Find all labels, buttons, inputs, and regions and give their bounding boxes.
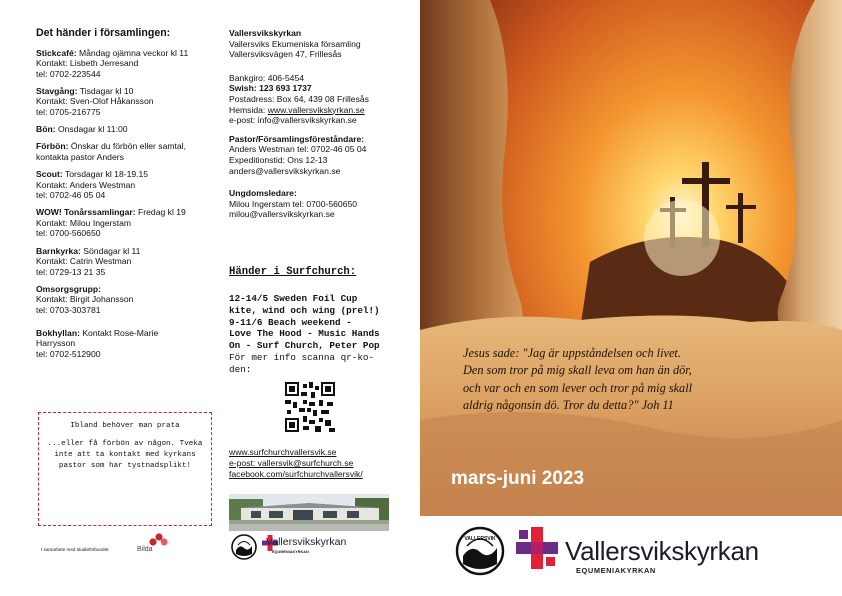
entry-stavgang: Stavgång: Tisdagar kl 10 Kontakt: Sven-Olof Håkansson tel: 0705-216775 xyxy=(36,85,154,118)
small-brand-name: Vallersvikskyrkan xyxy=(266,536,347,548)
entry-barnkyrka: Barnkyrka: Söndagar kl 11 Kontakt: Catrin Westman tel: 0729-13 21 35 xyxy=(36,245,141,277)
box-line-2: ...eller få förbön av någon. Tveka inte att ta kontakt med kyrkans pastor som har tystnadsplikt! xyxy=(47,440,203,470)
payment-info: Bankgiro: 406-5454 Swish: 123 693 1737 Postadress: Box 64, 439 08 Frillesås Hemsida: www.vallersvikskyrkan.se e-post: info@vallersvikskyrkan.se xyxy=(229,72,369,126)
pastoral-care-box xyxy=(38,412,212,526)
website-link[interactable]: www.vallersvikskyrkan.se xyxy=(267,104,365,115)
small-brand-sub: EQUMENIAKYRKAN xyxy=(272,550,309,554)
vallersvik-seal-small-icon xyxy=(231,534,257,560)
facebook-link[interactable]: facebook.com/surfchurchvallersvik/ xyxy=(229,469,363,479)
activities-column xyxy=(36,28,222,366)
church-info: Vallersvikskyrkan Vallersviks Ekumeniska församling Vallersviksvägen 47, Frillesås xyxy=(229,28,361,60)
seal-text: VALLERSVIK xyxy=(464,536,496,542)
activities-heading: Det händer i församlingen: xyxy=(36,27,171,39)
surf-links xyxy=(229,447,363,480)
bible-quote: Jesus sade: "Jag är uppståndelsen och livet. Den som tror på mig skall leva om han än dör, och var och en som lever och tror på mig skall aldrig någonsin dö. Tror du detta?" Joh 11 xyxy=(463,346,693,413)
entry-forbon: Förbön: Önskar du förbön eller samtal, kontakta pastor Anders xyxy=(36,141,186,162)
easter-cover-photo xyxy=(420,0,842,516)
qr-code-icon[interactable] xyxy=(285,382,335,432)
surf-heading: Händer i Surfchurch: xyxy=(229,266,357,278)
coop-text: I samarbete med studieförbundet xyxy=(41,547,109,552)
bilda-label: Bilda xyxy=(137,546,153,553)
equmenia-cross-icon xyxy=(516,527,558,569)
entry-scout: Scout: Torsdagar kl 18-19.15 Kontakt: Anders Westman tel: 0702-46 05 04 xyxy=(36,168,149,201)
church-building-photo xyxy=(229,494,389,531)
contact-column xyxy=(229,28,407,228)
brand-sub: EQUMENIAKYRKAN xyxy=(576,566,656,575)
vallersvik-seal-icon xyxy=(455,526,505,576)
youth-info: Ungdomsledare: Milou Ingerstam tel: 0700-560650 milou@vallersvikskyrkan.se xyxy=(229,188,358,220)
entry-stickcafe: Stickcafé: Måndag ojämna veckor kl 11 Kontakt: Lisbeth Jerresand tel: 0702-223544 xyxy=(36,47,189,79)
entry-bokhyllan: Bokhyllan: Kontakt Rose-Marie Harrysson tel: 0702-512900 xyxy=(36,327,159,359)
brand-name: Vallersvikskyrkan xyxy=(565,536,759,566)
surfchurch-email-link[interactable]: e-post: vallersvik@surfchurch.se xyxy=(229,458,354,468)
pastor-info: Pastor/Församlingsföreståndare: Anders Westman tel: 0702-46 05 04 Expeditionstid: Ons 12-13 anders@vallersvikskyrkan.se xyxy=(229,133,367,176)
entry-omsorgsgrupp: Omsorgsgrupp: Kontakt: Birgit Johansson tel: 0703-303781 xyxy=(36,283,134,315)
entry-wow: WOW! Tonårssamlingar: Fredag kl 19 Kontakt: Milou Ingerstam tel: 0700-560650 xyxy=(36,207,186,239)
entry-bon: Bön: Onsdagar kl 11:00 xyxy=(36,124,128,135)
surf-events: 12-14/5 Sweden Foil Cup kite, wind och wing (prel!) 9-11/6 Beach weekend - Love The Hood - Music Hands On - Surf Church, Peter Pop För mer info scanna qr-ko- den: xyxy=(229,293,380,375)
period-title: mars-juni 2023 xyxy=(451,468,585,489)
surfchurch-link[interactable]: www.surfchurchvallersvik.se xyxy=(229,447,337,457)
box-line-1: Ibland behöver man prata xyxy=(70,422,180,430)
